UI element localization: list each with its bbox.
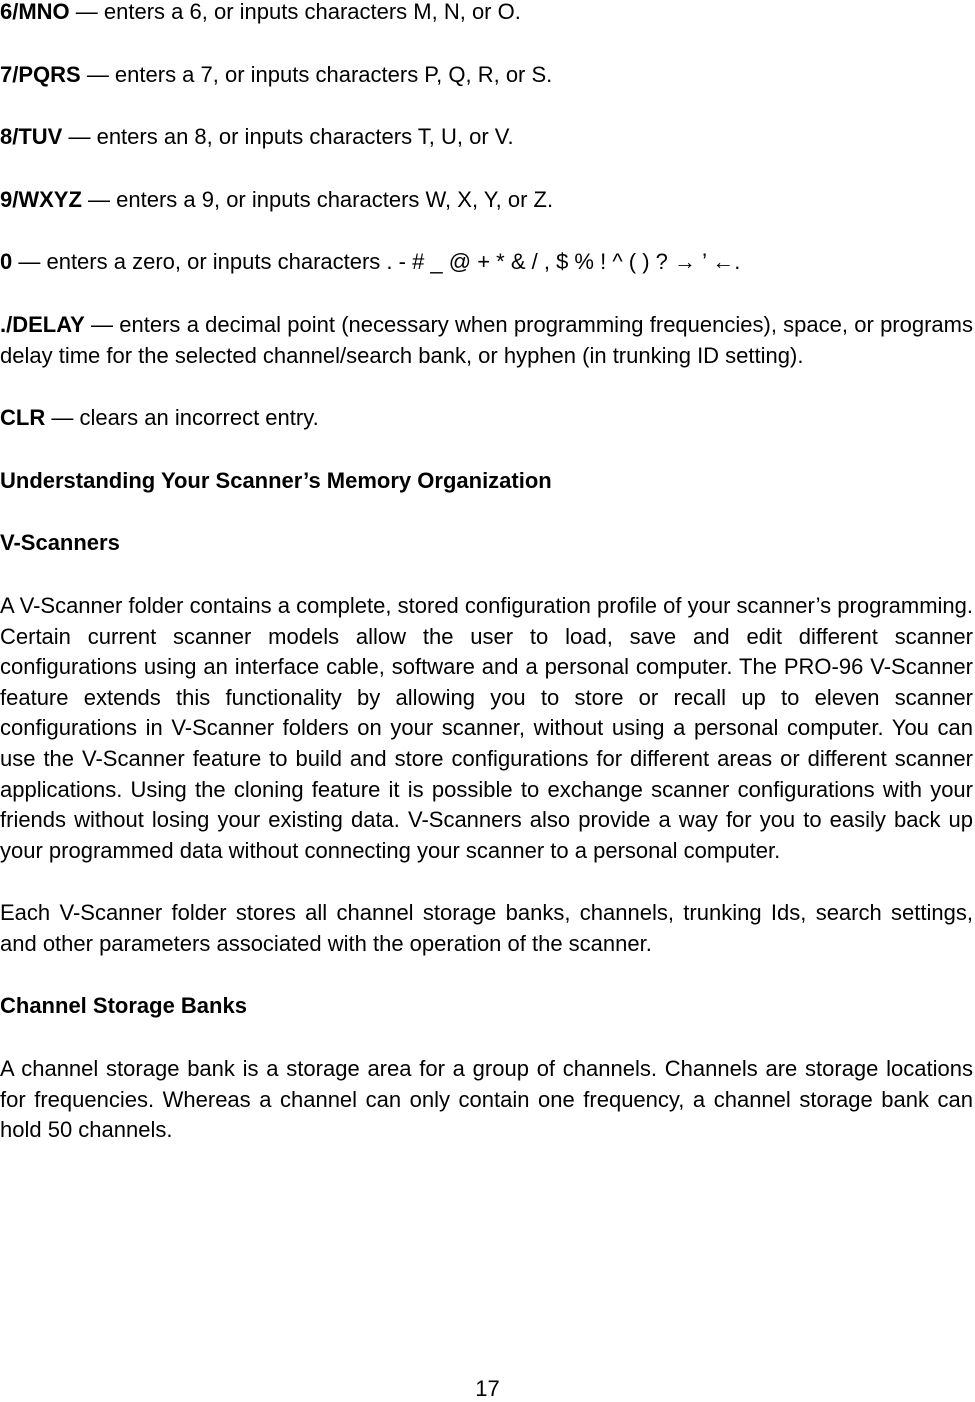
key-description-7-pqrs [0,60,973,91]
key-label: CLR [0,405,46,431]
channel-storage-banks-heading: Channel Storage Banks [0,993,247,1019]
key-description-6-mno [0,0,973,28]
channel-storage-banks-paragraph: A channel storage bank is a storage area for a group of channels. Channels are storage locations for frequencies. Whereas a channel can only contain one frequency, a channel storage bank can hold 50 channels. [0,1056,973,1143]
v-scanners-heading: V-Scanners [0,530,120,556]
key-desc: — enters a zero, or inputs characters . - # _ @ + * & / , $ % ! ^ ( ) ? → ’ ←. [12,249,741,275]
key-desc: — enters an 8, or inputs characters T, U, or V. [62,124,514,150]
key-label: 9/WXYZ [0,186,82,212]
key-label: 7/PQRS [0,61,81,87]
key-desc: — enters a 7, or inputs characters P, Q, R, or S. [80,61,553,87]
page-number: 17 [475,1376,500,1401]
key-description-delay [0,310,973,371]
key-description-clr [0,403,973,434]
v-scanners-paragraph-2: Each V-Scanner folder stores all channel storage banks, channels, trunking Ids, search settings, and other parameters associated with the operation of the scanner. [0,900,973,956]
key-description-9-wxyz [0,185,973,216]
key-label: 6/MNO [0,0,70,24]
v-scanners-paragraph-1: A V-Scanner folder contains a complete, stored configuration profile of your scanner’s programming. Certain current scanner models allow the user to load, save and edit different scanner configurations using an interface cable, software and a personal computer. The PRO-96 V-Scanner feature extends this functionality by allowing you to store or recall up to eleven scanner configurations in V-Scanner folders on your scanner, without using a personal computer. You can use the V-Scanner feature to build and store configurations for different areas or different scanner applications. Using the cloning feature it is possible to exchange scanner configurations with your friends without losing your existing data. V-Scanners also provide a way for you to easily back up your programmed data without connecting your scanner to a personal computer. [0,592,973,863]
key-desc: — enters a decimal point (necessary when programming frequencies), space, or programs delay time for the selected channel/search bank, or hyphen (in trunking ID setting). [0,311,973,368]
key-desc: — enters a 6, or inputs characters M, N, or O. [69,0,521,24]
key-description-8-tuv [0,122,973,153]
key-desc: — enters a 9, or inputs characters W, X, Y, or Z. [81,186,554,212]
key-description-0 [0,247,973,278]
key-label: 8/TUV [0,124,63,150]
key-desc: — clears an incorrect entry. [45,405,319,431]
key-label: ./DELAY [0,311,85,337]
key-label: 0 [0,249,13,275]
memory-organization-heading: Understanding Your Scanner’s Memory Organization [0,467,552,493]
